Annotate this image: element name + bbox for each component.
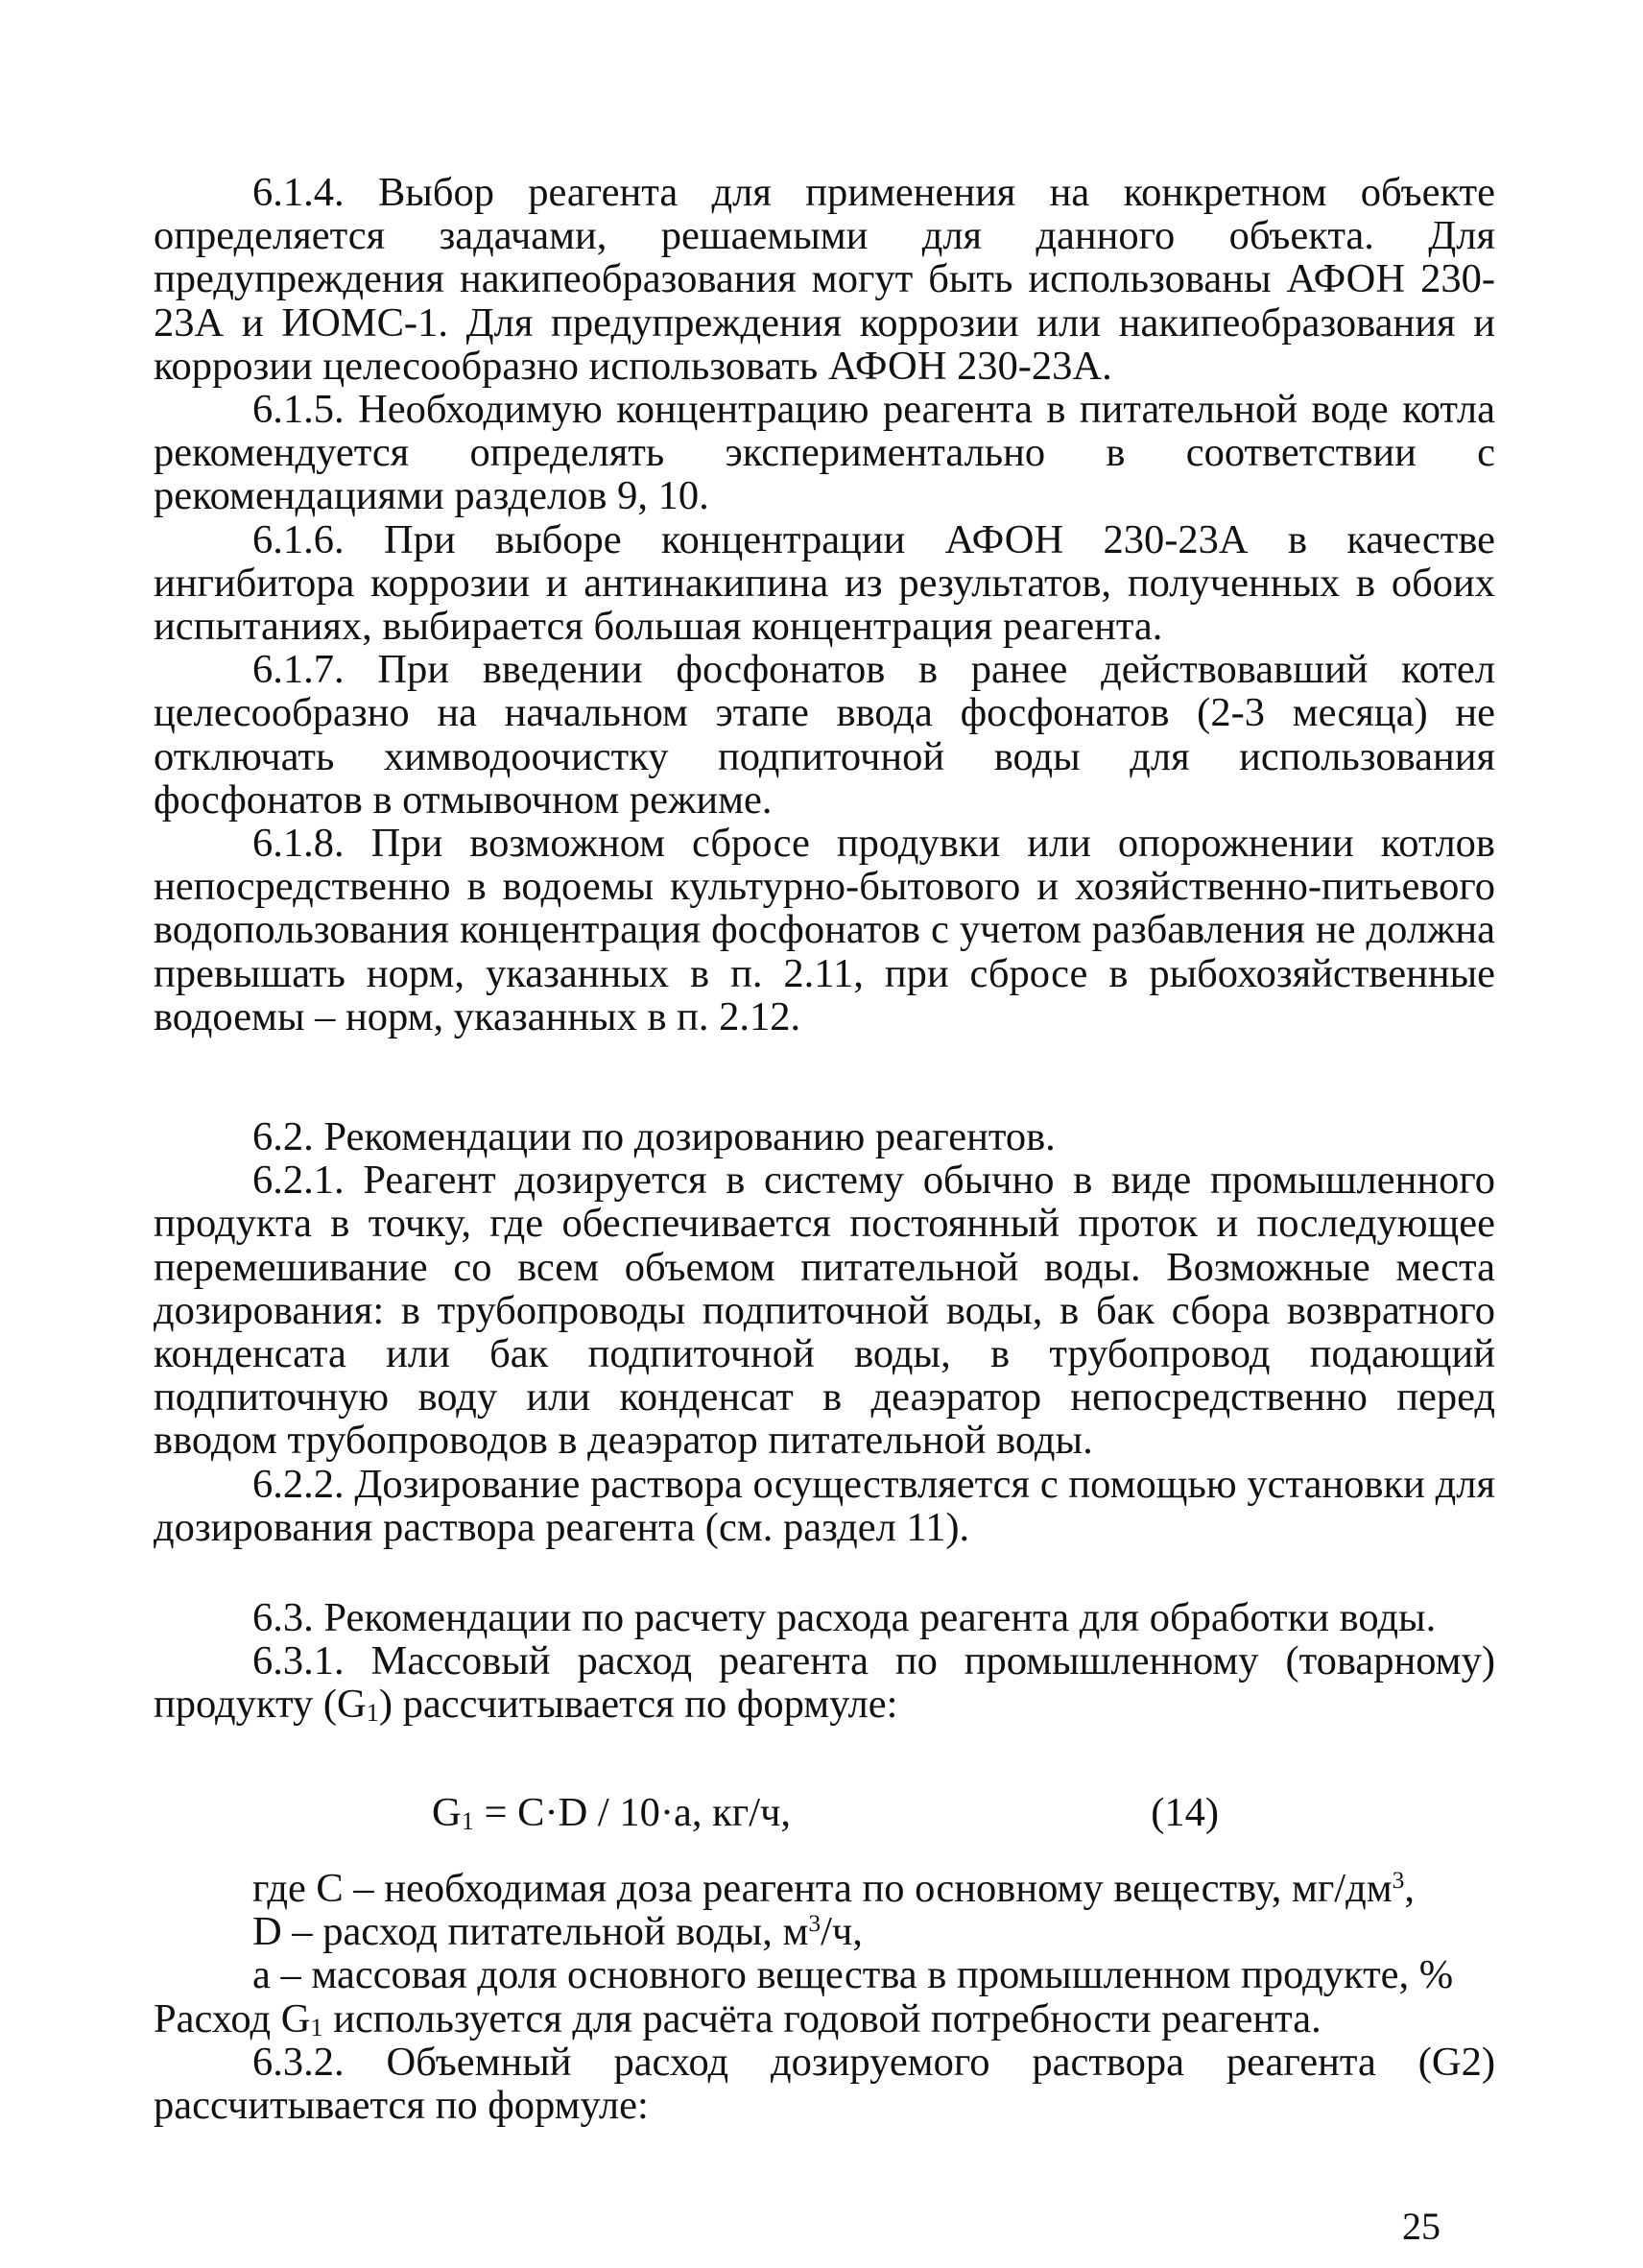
paragraph-6-2-2: 6.2.2. Дозирование раствора осуществляется с помощью установки для дозирования раствора реагента (см. раздел 11). — [154, 1461, 1495, 1550]
paragraph-6-3-2: 6.3.2. Объемный расход дозируемого раствора реагента (G2) рассчитывается по формуле: — [154, 2039, 1495, 2129]
formula-number: (14) — [1151, 1790, 1219, 1835]
formula-rhs: = C·D / 10·a, кг/ч, — [473, 1790, 791, 1835]
definition-d-superscript: 3 — [808, 1909, 822, 1938]
paragraph-6-1-8: 6.1.8. При возможном сбросе продувки или опорожнении котлов непосредственно в водоемы культурно-бытового и хозяйственно-питьевого водопользования концентрация фосфонатов с учетом разбавления не должна превышать норм, указанных в п. 2.11, при сбросе в рыбохозяйственные водоемы – норм, указанных в п. 2.12. — [154, 821, 1495, 1039]
paragraph-6-1-6: 6.1.6. При выборе концентрации АФОН 230-23А в качестве ингибитора коррозии и антинакипина из результатов, полученных в обоих испытаниях, выбирается большая концентрация реагента. — [154, 516, 1495, 650]
usage-note-subscript: 1 — [310, 2013, 323, 2041]
heading-6-3: 6.3. Рекомендации по расчету расхода реагента для обработки воды. — [252, 1595, 1437, 1640]
paragraph-6-3-1-text-start: 6.3.1. Массовый расход реагента по промышленному (товарному) продукту (G — [154, 1638, 1495, 1728]
definition-d — [154, 1910, 1495, 1953]
usage-note-start: Расход G — [154, 1995, 311, 2041]
definition-a: а – массовая доля основного вещества в промышленном продукте, % — [252, 1952, 1454, 1998]
formula-14 — [432, 1791, 1219, 1835]
definition-c-superscript: 3 — [1392, 1865, 1405, 1894]
definition-c-text: где C – необходимая доза реагента по основному веществу, мг/дм — [252, 1866, 1393, 1911]
formula-expression — [432, 1791, 791, 1835]
usage-note — [154, 1997, 1495, 2041]
paragraph-6-3-1-text-end: ) рассчитывается по формуле: — [378, 1682, 898, 1728]
paragraph-6-1-7: 6.1.7. При введении фосфонатов в ранее действовавший котел целесообразно на начальном этапе ввода фосфонатов (2-3 месяца) не отключать химводоочистку подпиточной воды для использования фосфонатов в отмывочном режиме. — [154, 647, 1495, 823]
definition-c — [154, 1867, 1495, 1910]
formula-lhs: G — [432, 1790, 462, 1835]
paragraph-6-2-1: 6.2.1. Реагент дозируется в систему обычно в виде промышленного продукта в точку, где обеспечивается постоянный проток и последующее перемешивание со всем объемом питательной воды. Возможные места дозирования: в трубопроводы подпиточной воды, в бак сбора возвратного конденсата или бак подпиточной воды, в трубопровод подающий подпиточную воду или конденсат в деаэратор непосредственно перед вводом трубопроводов в деаэратор питательной воды. — [154, 1158, 1495, 1464]
heading-6-2: 6.2. Рекомендации по дозированию реагентов. — [252, 1114, 1056, 1159]
section-6-1 — [154, 171, 1495, 1039]
definition-d-text: D – расход питательной воды, м — [252, 1909, 809, 1955]
section-6-2 — [154, 1115, 1495, 1549]
formula-definitions — [154, 1867, 1495, 2127]
definition-c-comma: , — [1404, 1866, 1415, 1911]
page-number: 25 — [1402, 2205, 1441, 2248]
paragraph-6-3-1 — [154, 1639, 1495, 1726]
formula-lhs-subscript: 1 — [461, 1806, 474, 1835]
paragraph-6-1-5: 6.1.5. Необходимую концентрацию реагента в питательной воде котла рекомендуется определять экспериментально в соответствии с рекомендациями разделов 9, 10. — [154, 387, 1495, 519]
definition-d-unit: /ч, — [821, 1909, 863, 1955]
paragraph-6-1-4: 6.1.4. Выбор реагента для применения на конкретном объекте определяется задачами, решаемыми для данного объекта. Для предупреждения накипеобразования могут быть использованы АФОН 230-23А и ИОМС-1. Для предупреждения коррозии или накипеобразования и коррозии целесообразно использовать АФОН 230-23А. — [154, 170, 1495, 389]
g1-subscript: 1 — [366, 1699, 379, 1728]
section-6-3 — [154, 1596, 1495, 1727]
usage-note-end: используется для расчёта годовой потребности реагента. — [322, 1995, 1322, 2041]
